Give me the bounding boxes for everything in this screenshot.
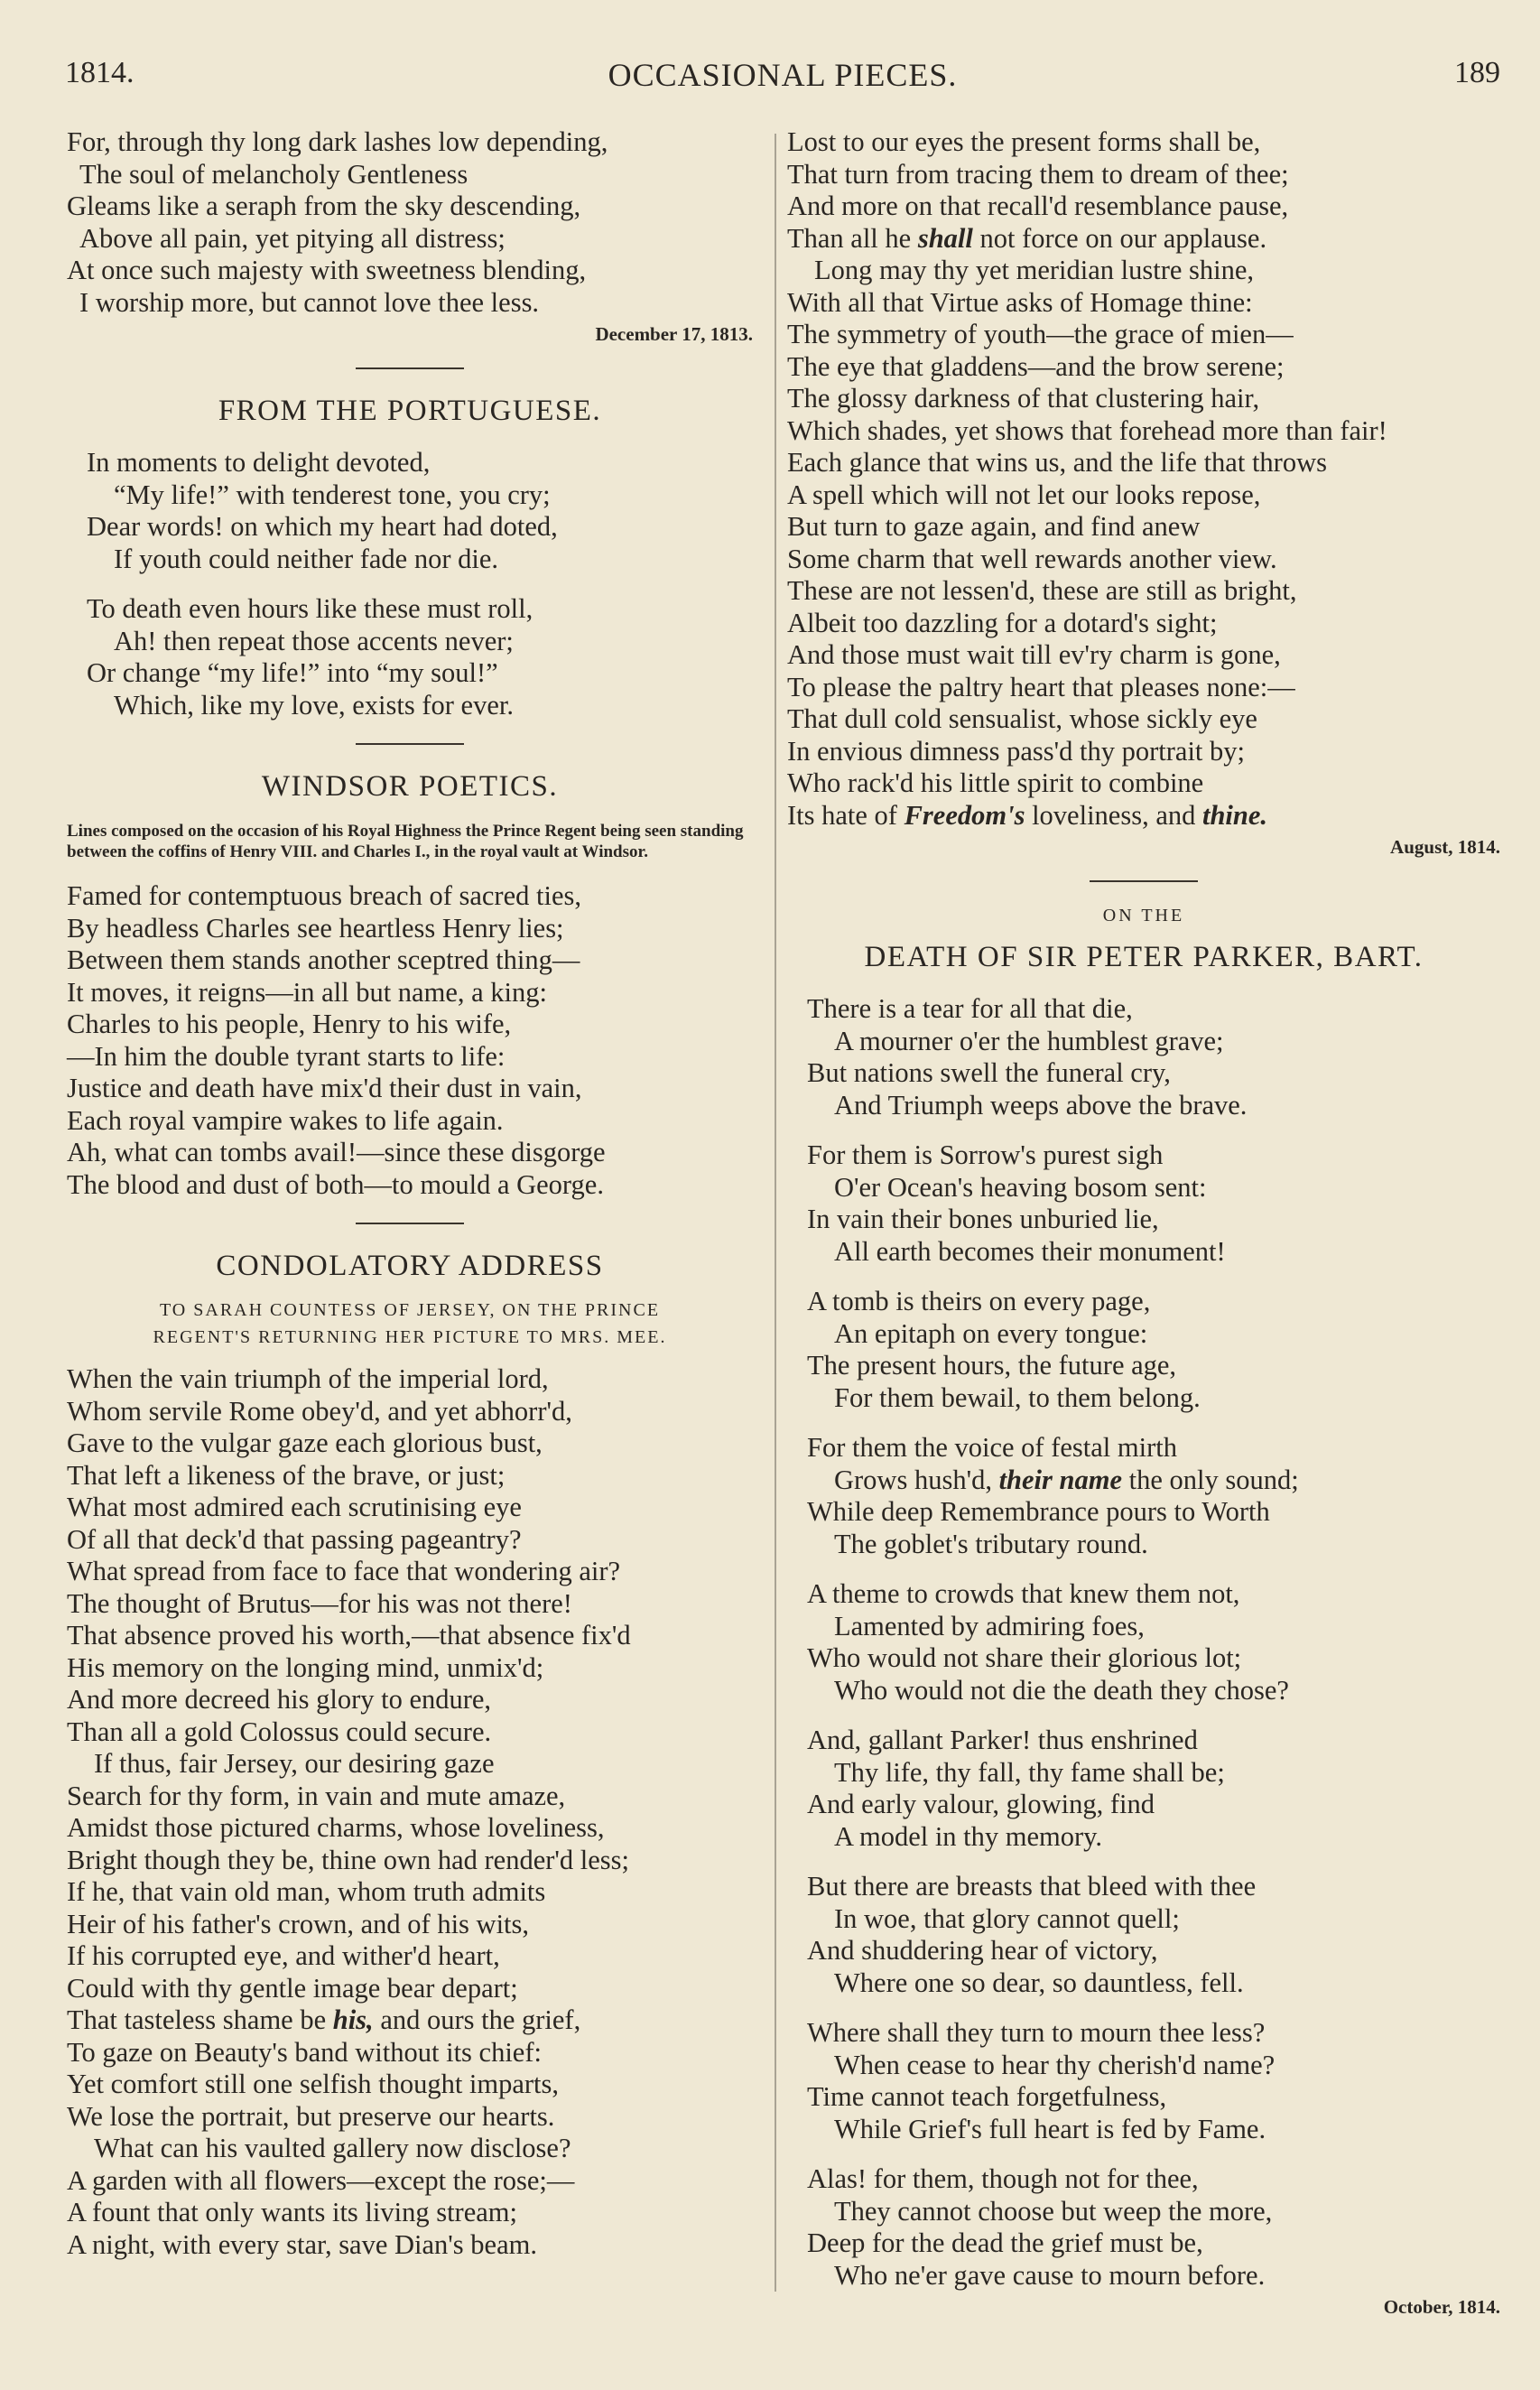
verse-line: A model in thy memory. [834, 1820, 1103, 1852]
poem-title: DEATH OF SIR PETER PARKER, BART. [864, 941, 1424, 973]
verse-line: Yet comfort still one selfish thought imparts, [67, 2069, 560, 2099]
poem-date: October, 1814. [1383, 2296, 1500, 2318]
verse-line: But there are breasts that bleed with thee [807, 1871, 1257, 1902]
verse-text: not force on our applause. [972, 222, 1267, 254]
verse-line: A spell which will not let our looks repose, [787, 479, 1261, 510]
verse-line: Each royal vampire wakes to life again. [67, 1104, 504, 1136]
verse-line: Thy life, thy fall, thy fame shall be; [834, 1756, 1225, 1788]
verse-line: Who ne'er gave cause to mourn before. [834, 2259, 1266, 2291]
poem-pretitle: ON THE [1102, 906, 1185, 925]
stanza [87, 447, 753, 575]
verse-line: There is a tear for all that die, [807, 993, 1133, 1024]
verse-line: His memory on the longing mind, unmix'd; [67, 1651, 544, 1683]
verse-line: By headless Charles see heartless Henry lies; [67, 912, 564, 944]
poem-headnote: Lines composed on the occasion of his Royal Highness the Prince Regent being seen standing between the coffins of Henry VIII. and Charles I., in the royal vault at Windsor. [67, 822, 744, 861]
poem-title: CONDOLATORY ADDRESS [216, 1250, 604, 1282]
verse-line: Alas! for them, though not for thee, [807, 2163, 1199, 2194]
verse-line: If youth could neither fade nor die. [114, 543, 499, 574]
verse-line: O'er Ocean's heaving bosom sent: [834, 1171, 1207, 1203]
verse-line: At once such majesty with sweetness blending, [67, 255, 587, 285]
verse-line: To please the paltry heart that pleases none:— [787, 671, 1295, 702]
verse-line: If he, that vain old man, whom truth admits [67, 1876, 546, 1907]
verse-line: Heir of his father's crown, and of his wits, [67, 1908, 530, 1939]
right-column [787, 126, 1500, 2319]
verse-line [787, 800, 1500, 832]
verse-line: We lose the portrait, but preserve our hearts. [67, 2100, 555, 2132]
verse-line: And, gallant Parker! thus enshrined [807, 1725, 1198, 1755]
verse-line: An epitaph on every tongue: [834, 1317, 1148, 1349]
verse-line: The soul of melancholy Gentleness [79, 158, 468, 190]
intro-poem-fragment [67, 126, 753, 346]
verse-line: When the vain triumph of the imperial lord, [67, 1363, 549, 1394]
verse-line: Above all pain, yet pitying all distress; [79, 222, 506, 254]
poem-dedication [67, 1297, 753, 1351]
verse-text: Its hate of [787, 799, 905, 831]
verse-line: A garden with all flowers—except the rose;— [67, 2164, 575, 2196]
section-rule [356, 1223, 464, 1224]
verse-line: In woe, that glory cannot quell; [834, 1902, 1180, 1934]
verse-line: The eye that gladdens—and the brow serene; [787, 350, 1285, 382]
poem-title: FROM THE PORTUGUESE. [218, 395, 602, 427]
verse-line: The blood and dust of both—to mould a George. [67, 1168, 604, 1200]
verse-line: Whom servile Rome obey'd, and yet abhorr'd, [67, 1395, 572, 1427]
verse-line: Ah! then repeat those accents never; [114, 625, 514, 656]
running-head [65, 56, 1500, 101]
verse-line: If his corrupted eye, and wither'd heart, [67, 1940, 500, 1971]
verse-line: In vain their bones unburied lie, [807, 1204, 1159, 1234]
dedication-line: TO SARAH COUNTESS OF JERSEY, ON THE PRINCE [159, 1300, 661, 1320]
verse-line [807, 1465, 1500, 1497]
verse-line: When cease to hear thy cherish'd name? [834, 2049, 1276, 2080]
verse-line: A fount that only wants its living stream; [67, 2197, 517, 2227]
dedication-line: REGENT'S RETURNING HER PICTURE TO MRS. MEE. [153, 1327, 667, 1347]
verse-line: That dull cold sensualist, whose sickly eye [787, 703, 1257, 734]
header-year: 1814. [65, 56, 135, 89]
verse-line: But nations swell the funeral cry, [807, 1057, 1171, 1088]
verse-line: Than all a gold Colossus could secure. [67, 1716, 492, 1747]
verse-line: “My life!” with tenderest tone, you cry; [114, 479, 551, 510]
verse-line: Gave to the vulgar gaze each glorious bust, [67, 1427, 543, 1458]
verse-line: What can his vaulted gallery now disclose? [94, 2133, 571, 2163]
verse-line: Who would not share their glorious lot; [807, 1642, 1242, 1673]
verse-block [67, 880, 753, 1201]
verse-line: Time cannot teach forgetfulness, [807, 2081, 1167, 2112]
verse-line: For them is Sorrow's purest sigh [807, 1139, 1164, 1170]
header-title: OCCASIONAL PIECES. [608, 57, 958, 93]
verse-line: Between them stands another sceptred thing— [67, 944, 580, 975]
section-rule [356, 367, 464, 369]
verse-line: It moves, it reigns—in all but name, a king: [67, 976, 547, 1008]
verse-line: Of all that deck'd that passing pageantry? [67, 1523, 522, 1555]
verse-line [67, 2004, 753, 2037]
verse-line: And those must wait till ev'ry charm is gone, [787, 639, 1281, 670]
verse-line: And shuddering hear of victory, [807, 1935, 1158, 1966]
page-number: 189 [1454, 56, 1500, 89]
verse-line: Could with thy gentle image bear depart; [67, 1972, 518, 2004]
poem-date: August, 1814. [1390, 836, 1500, 858]
condolatory-continuation [787, 126, 1500, 859]
verse-line: If thus, fair Jersey, our desiring gaze [94, 1748, 495, 1779]
verse-line: The symmetry of youth—the grace of mien— [787, 319, 1294, 349]
verse-line: They cannot choose but weep the more, [834, 2195, 1273, 2227]
left-column [67, 126, 753, 2261]
verse-line: Where one so dear, so dauntless, fell. [834, 1967, 1244, 1998]
verse-line: I worship more, but cannot love thee less. [79, 286, 540, 318]
verse-line: Charles to his people, Henry to his wife, [67, 1009, 512, 1039]
verse-line: Albeit too dazzling for a dotard's sight; [787, 607, 1218, 638]
verse-line: In moments to delight devoted, [87, 447, 431, 478]
verse-line: What spread from face to face that wondering air? [67, 1556, 621, 1586]
verse-line: Which, like my love, exists for ever. [114, 689, 514, 721]
verse-line: Search for thy form, in vain and mute amaze, [67, 1780, 566, 1811]
verse-line: Lost to our eyes the present forms shall be, [787, 126, 1261, 157]
emphasis: Freedom's [904, 799, 1025, 831]
poem-date: December 17, 1813. [595, 323, 753, 345]
verse-line: Ah, what can tombs avail!—since these disgorge [67, 1137, 606, 1167]
poem-windsor-poetics [67, 768, 753, 1201]
stanza [87, 593, 753, 721]
verse-line: To gaze on Beauty's band without its chief: [67, 2036, 542, 2068]
verse-line: For them the voice of festal mirth [807, 1432, 1177, 1463]
emphasis: thine. [1201, 799, 1268, 831]
verse-text: and ours the grief, [373, 2004, 581, 2035]
verse-line: These are not lessen'd, these are still as bright, [787, 575, 1297, 606]
verse-line: To death even hours like these must roll, [87, 593, 533, 624]
verse-line: While Grief's full heart is fed by Fame. [834, 2113, 1266, 2144]
verse-line: The glossy darkness of that clustering hair, [787, 383, 1260, 414]
verse-line: While deep Remembrance pours to Worth [807, 1496, 1270, 1527]
verse-line: The present hours, the future age, [807, 1350, 1177, 1381]
verse-line [787, 223, 1500, 256]
poem-condolatory-address [67, 1248, 753, 2261]
verse-line: A mourner o'er the humblest grave; [834, 1025, 1224, 1056]
verse-line: Bright though they be, thine own had render'd less; [67, 1844, 630, 1875]
stanza [807, 1139, 1500, 1268]
verse-text: the only sound; [1122, 1464, 1299, 1495]
emphasis: his, [332, 2004, 374, 2035]
verse-line: And early valour, glowing, find [807, 1789, 1155, 1819]
verse-line: Lamented by admiring foes, [834, 1610, 1145, 1641]
verse-text: That tasteless shame be [67, 2004, 333, 2035]
verse-line: Who would not die the death they chose? [834, 1674, 1289, 1706]
verse-line: Who rack'd his little spirit to combine [787, 767, 1204, 798]
verse-line: All earth becomes their monument! [834, 1235, 1226, 1267]
verse-block [67, 1363, 753, 2261]
verse-line: And more decreed his glory to endure, [67, 1684, 492, 1715]
verse-line: Amidst those pictured charms, whose loveliness, [67, 1812, 605, 1843]
verse-line: —In him the double tyrant starts to life: [67, 1040, 506, 1072]
verse-line: Deep for the dead the grief must be, [807, 2227, 1203, 2258]
verse-line: And more on that recall'd resemblance pause, [787, 191, 1289, 221]
section-rule [356, 743, 464, 745]
verse-line: Famed for contemptuous breach of sacred ties, [67, 880, 581, 911]
verse-text: Than all he [787, 222, 918, 254]
poem-from-the-portuguese [67, 393, 753, 721]
verse-line: Each glance that wins us, and the life that throws [787, 447, 1327, 478]
verse-line: What most admired each scrutinising eye [67, 1492, 522, 1522]
verse-line: That left a likeness of the brave, or just; [67, 1459, 506, 1491]
verse-text: Grows hush'd, [834, 1464, 999, 1495]
section-rule [1090, 880, 1198, 882]
verse-line: For, through thy long dark lashes low depending, [67, 126, 608, 157]
verse-line: And Triumph weeps above the brave. [834, 1089, 1248, 1121]
verse-line: In envious dimness pass'd thy portrait by; [787, 735, 1246, 767]
verse-line: The goblet's tributary round. [834, 1528, 1148, 1559]
stanza [807, 993, 1500, 1121]
stanza [807, 1286, 1500, 1414]
verse-line: Long may thy yet meridian lustre shine, [814, 255, 1255, 285]
verse-line: A night, with every star, save Dian's beam. [67, 2228, 537, 2260]
stanza [807, 1871, 1500, 1999]
stanza [807, 1725, 1500, 1853]
verse-line: That absence proved his worth,—that absence fix'd [67, 1620, 631, 1651]
verse-line: Some charm that well rewards another view. [787, 543, 1277, 574]
verse-line: Gleams like a seraph from the sky descending, [67, 191, 581, 221]
emphasis: shall [917, 222, 973, 254]
verse-line: Dear words! on which my heart had doted, [87, 511, 558, 542]
stanza [807, 1432, 1500, 1560]
verse-line: A tomb is theirs on every page, [807, 1286, 1151, 1316]
verse-line: Where shall they turn to mourn thee less? [807, 2017, 1266, 2048]
verse-line: That turn from tracing them to dream of thee; [787, 158, 1289, 190]
verse-line: Or change “my life!” into “my soul!” [87, 657, 498, 688]
verse-line: Which shades, yet shows that forehead more than fair! [787, 414, 1387, 446]
stanza [807, 2017, 1500, 2145]
stanza [807, 2163, 1500, 2292]
verse-line: Justice and death have mix'd their dust in vain, [67, 1073, 582, 1103]
poem-title: WINDSOR POETICS. [261, 770, 559, 803]
verse-text: loveliness, and [1025, 799, 1202, 831]
verse-line: With all that Virtue asks of Homage thine: [787, 286, 1253, 318]
column-divider [775, 134, 776, 2292]
verse-line: The thought of Brutus—for his was not there! [67, 1587, 572, 1619]
verse-line: A theme to crowds that knew them not, [807, 1578, 1240, 1609]
verse-line: For them bewail, to them belong. [834, 1381, 1201, 1413]
verse-line: But turn to gaze again, and find anew [787, 511, 1201, 542]
poem-death-of-sir-peter-parker [787, 906, 1500, 2319]
stanza [807, 1578, 1500, 1706]
emphasis: their name [998, 1464, 1122, 1495]
